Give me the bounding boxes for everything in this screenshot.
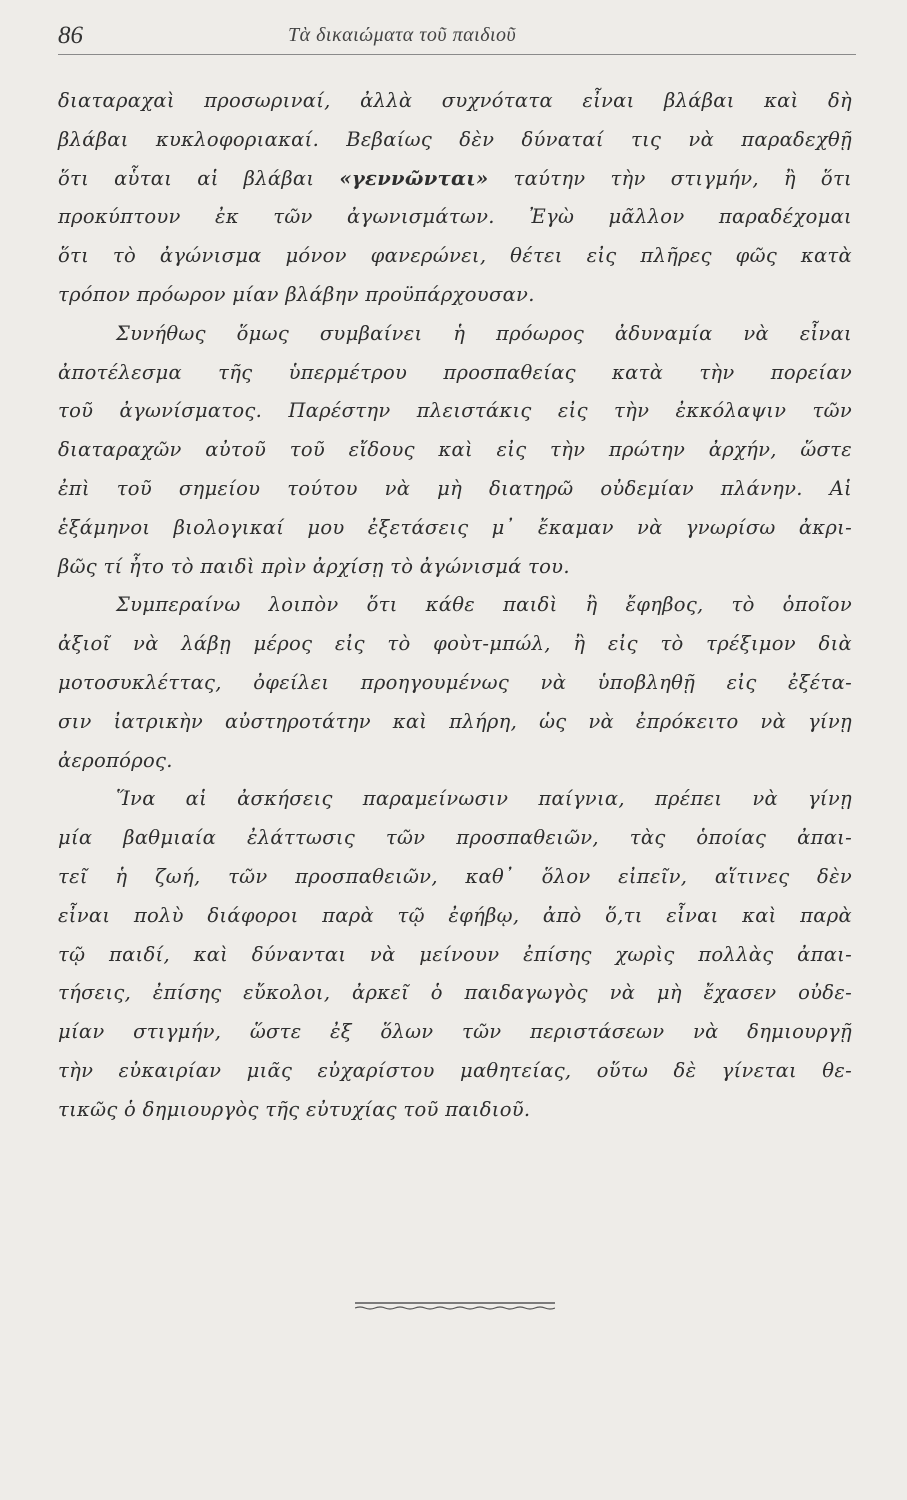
text-line: βλάβαι κυκλοφοριακαί. Βεβαίως δὲν δύναταί τις νὰ παραδεχθῇ bbox=[58, 127, 852, 151]
text-line: Συνήθως ὅμως συμβαίνει ἡ πρόωρος ἀδυναμία νὰ εἶναι bbox=[116, 321, 852, 345]
text-line: μοτοσυκλέττας, ὀφείλει προηγουμένως νὰ ὑποβληθῇ εἰς ἐξέτα- bbox=[58, 670, 852, 694]
text-line: ἀποτέλεσμα τῆς ὑπερμέτρου προσπαθείας κατὰ τὴν πορείαν bbox=[58, 360, 852, 384]
text-line: βῶς τί ἦτο τὸ παιδὶ πρὶν ἀρχίσῃ τὸ ἀγώνισμά του. bbox=[58, 554, 570, 578]
section-end-ornament bbox=[355, 1301, 555, 1311]
text-line: Συμπεραίνω λοιπὸν ὅτι κάθε παιδὶ ἢ ἔφηβος, τὸ ὁποῖον bbox=[116, 593, 852, 617]
header-rule bbox=[58, 54, 856, 55]
text-line: ὅτι τὸ ἀγώνισμα μόνον φανερώνει, θέτει εἰς πλῆρες φῶς κατὰ bbox=[58, 244, 852, 268]
text-line: τὴν εὐκαιρίαν μιᾶς εὐχαρίστου μαθητείας, οὕτω δὲ γίνεται θε- bbox=[58, 1058, 852, 1082]
text-line: τικῶς ὁ δημιουργὸς τῆς εὐτυχίας τοῦ παιδιοῦ. bbox=[58, 1097, 531, 1121]
text-line: τῷ παιδί, καὶ δύνανται νὰ μείνουν ἐπίσης χωρὶς πολλὰς ἀπαι- bbox=[58, 942, 852, 966]
body-text bbox=[58, 82, 852, 1130]
text-line: εἶναι πολὺ διάφοροι παρὰ τῷ ἐφήβῳ, ἀπὸ ὅ,τι εἶναι καὶ παρὰ bbox=[58, 903, 852, 927]
text-line: σιν ἰατρικὴν αὐστηροτάτην καὶ πλήρη, ὡς νὰ ἐπρόκειτο νὰ γίνῃ bbox=[58, 709, 852, 733]
text-line: ἑξάμηνοι βιολογικαί μου ἐξετάσεις μ᾽ ἔκαμαν νὰ γνωρίσω ἀκρι- bbox=[58, 515, 852, 539]
text-line: διαταραχαὶ προσωριναί, ἀλλὰ συχνότατα εἶναι βλάβαι καὶ δὴ bbox=[58, 89, 852, 112]
text-line: Ἵνα αἱ ἀσκήσεις παραμείνωσιν παίγνια, πρέπει νὰ γίνῃ bbox=[116, 787, 852, 811]
text-line: ἀεροπόρος. bbox=[58, 748, 173, 772]
text-line: τήσεις, ἐπίσης εὔκολοι, ἀρκεῖ ὁ παιδαγωγὸς νὰ μὴ ἔχασεν οὐδε- bbox=[58, 981, 852, 1005]
page-number: 86 bbox=[58, 22, 83, 49]
text-line: προκύπτουν ἐκ τῶν ἀγωνισμάτων. Ἐγὼ μᾶλλον παραδέχομαι bbox=[58, 205, 852, 229]
text-line: μία βαθμιαία ἐλάττωσις τῶν προσπαθειῶν, τὰς ὁποίας ἀπαι- bbox=[58, 826, 852, 850]
text-line: τοῦ ἀγωνίσματος. Παρέστην πλειστάκις εἰς τὴν ἐκκόλαψιν τῶν bbox=[58, 399, 852, 423]
page-header bbox=[58, 22, 852, 52]
text-line: ἐπὶ τοῦ σημείου τούτου νὰ μὴ διατηρῶ οὐδεμίαν πλάνην. Αἱ bbox=[58, 476, 852, 500]
text-line: τρόπον πρόωρον μίαν βλάβην προϋπάρχουσαν. bbox=[58, 282, 535, 306]
text-line: μίαν στιγμήν, ὥστε ἐξ ὅλων τῶν περιστάσεων νὰ δημιουργῇ bbox=[58, 1020, 852, 1044]
text-line: τεῖ ἡ ζωή, τῶν προσπαθειῶν, καθ᾽ ὅλον εἰπεῖν, αἵτινες δὲν bbox=[58, 864, 852, 888]
bold-phrase: «γεννῶνται» bbox=[339, 166, 489, 190]
text-line-with-bold: ὅτι αὗται αἱ βλάβαι «γεννῶνται» ταύτην τὴν στιγμήν, ἢ ὅτι bbox=[58, 166, 853, 190]
text-line: διαταραχῶν αὐτοῦ τοῦ εἴδους καὶ εἰς τὴν πρώτην ἀρχήν, ὥστε bbox=[58, 438, 852, 462]
text-line: ἀξιοῖ νὰ λάβῃ μέρος εἰς τὸ φοὺτ-μπώλ, ἢ εἰς τὸ τρέξιμον διὰ bbox=[58, 632, 852, 656]
running-head: Τὰ δικαιώματα τοῦ παιδιοῦ bbox=[288, 24, 517, 46]
